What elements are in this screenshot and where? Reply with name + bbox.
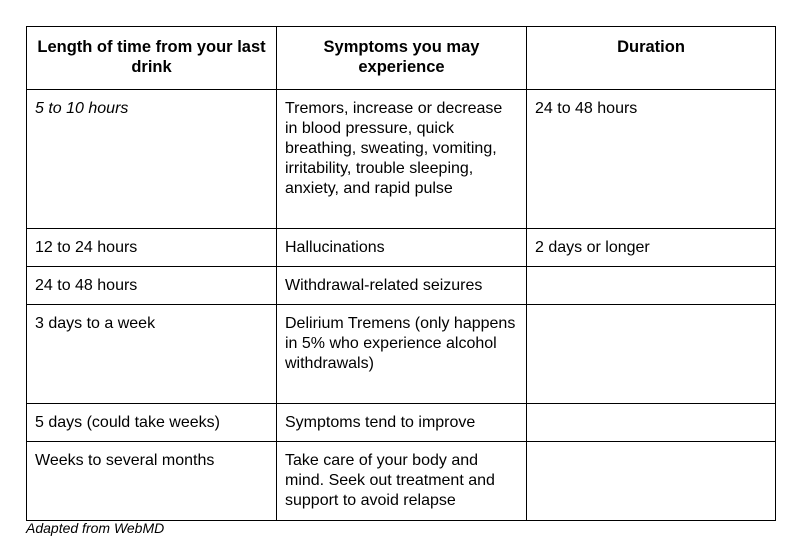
cell-symptoms: Take care of your body and mind. Seek out treatment and support to avoid relapse	[277, 442, 527, 521]
cell-symptoms: Symptoms tend to improve	[277, 404, 527, 442]
cell-time: 5 to 10 hours	[27, 90, 277, 229]
table-row	[27, 267, 776, 305]
header-symptoms: Symptoms you may experience	[277, 27, 527, 90]
cell-time: Weeks to several months	[27, 442, 277, 521]
cell-time: 3 days to a week	[27, 305, 277, 404]
cell-time: 12 to 24 hours	[27, 229, 277, 267]
cell-duration	[527, 305, 776, 404]
cell-symptoms: Tremors, increase or decrease in blood pressure, quick breathing, sweating, vomiting, irritability, trouble sleeping, anxiety, and rapid pulse	[277, 90, 527, 229]
cell-duration: 2 days or longer	[527, 229, 776, 267]
cell-duration: 24 to 48 hours	[527, 90, 776, 229]
table-row	[27, 442, 776, 521]
table-row	[27, 404, 776, 442]
header-duration: Duration	[527, 27, 776, 90]
cell-symptoms: Withdrawal-related seizures	[277, 267, 527, 305]
table-row	[27, 305, 776, 404]
table-row	[27, 229, 776, 267]
cell-duration	[527, 404, 776, 442]
alcohol-withdrawal-table	[26, 26, 776, 521]
table-header-row	[27, 27, 776, 90]
cell-duration	[527, 267, 776, 305]
cell-time: 24 to 48 hours	[27, 267, 277, 305]
cell-time: 5 days (could take weeks)	[27, 404, 277, 442]
cell-duration	[527, 442, 776, 521]
table-row	[27, 90, 776, 229]
cell-symptoms: Hallucinations	[277, 229, 527, 267]
source-caption: Adapted from WebMD	[26, 520, 165, 536]
cell-symptoms: Delirium Tremens (only happens in 5% who experience alcohol withdrawals)	[277, 305, 527, 404]
header-time-since-drink: Length of time from your last drink	[27, 27, 277, 90]
